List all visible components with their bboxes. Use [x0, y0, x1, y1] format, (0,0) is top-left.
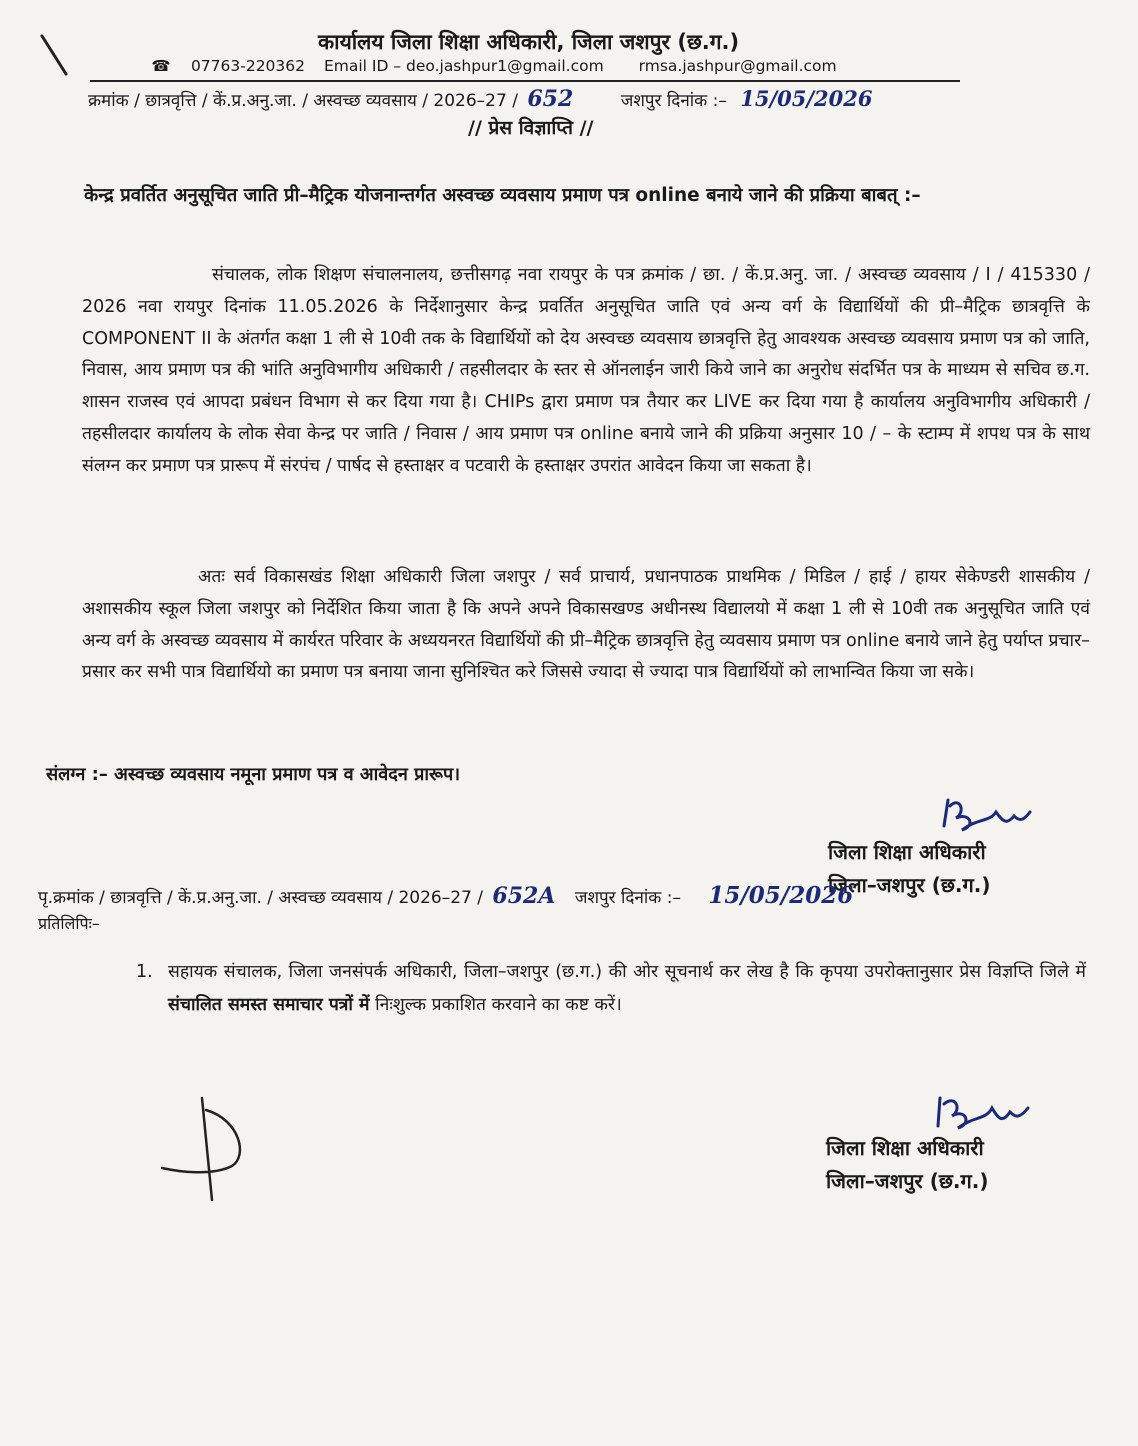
- email-primary: Email ID – deo.jashpur1@gmail.com: [323, 57, 604, 75]
- body-paragraph-1: संचालक, लोक शिक्षण संचालनालय, छत्तीसगढ़ नवा रायपुर के पत्र क्रमांक / छा. / कें.प्र.अनु. जा. / अस्वच्छ व्यवसाय / I / 415330 / 2026 नवा रायपुर दिनांक 11.05.2026 के निर्देशानुसार केन्द्र प्रवर्तित अनुसूचित जाति एवं अन्य वर्ग के विद्यार्थियों की प्री–मैट्रिक छात्रवृत्ति के COMPONENT II के अंतर्गत कक्षा 1 ली से 10वी तक के विद्यार्थियों को देय अस्वच्छ व्यवसाय छात्रवृत्ति हेतु आवश्यक अस्वच्छ व्यवसाय प्रमाण पत्र को जाति, निवास, आय प्रमाण पत्र की भांति अनुविभागीय अधिकारी / तहसीलदार के स्तर से ऑनलाईन जारी किये जाने का अनुरोध संदर्भित पत्र के माध्यम से सचिव छ.ग. शासन राजस्व एवं आपदा प्रबंधन विभाग से कर दिया गया है। CHIPs द्वारा प्रमाण पत्र तैयार कर LIVE कर दिया गया है कार्यालय अनुविभागीय अधिकारी / तहसीलदार कार्यालय के लोक सेवा केन्द्र पर जाति / निवास / आय प्रमाण पत्र online बनाये जाने की प्रक्रिया अनुसार 10 / – के स्टाम्प में शपथ पत्र के साथ संलग्न कर प्रमाण पत्र प्रारूप में संरपंच / पार्षद से हस्ताक्षर व पटवारी के हस्ताक्षर उपरांत आवेदन किया जा सकता है।: [82, 265, 1090, 476]
- copy-reference-number-handwritten: 652A: [492, 883, 556, 909]
- reference-date-handwritten: 15/05/2026: [740, 86, 873, 111]
- phone-icon: ☎: [151, 57, 171, 75]
- signatory-district-2: जिला–जशपुर (छ.ग.): [826, 1169, 989, 1193]
- copy-item-text-bold: संचालित समस्त समाचार पत्रों में: [168, 995, 370, 1015]
- subject-line: केन्द्र प्रवर्तित अनुसूचित जाति प्री–मैट्रिक योजनान्तर्गत अस्वच्छ व्यवसाय प्रमाण पत्र online बनाये जाने की प्रक्रिया बाबत् :–: [84, 185, 921, 206]
- signature-block-2: [826, 1132, 988, 1198]
- enclosure-line: संलग्न :– अस्वच्छ व्यवसाय नमूना प्रमाण पत्र व आवेदन प्रारूप।: [46, 764, 461, 785]
- press-release-title: // प्रेस विज्ञाप्ति //: [468, 117, 594, 139]
- copy-reference-number: पृ.क्रमांक / छात्रवृत्ति / कें.प्र.अनु.जा. / अस्वच्छ व्यवसाय / 2026–27 /: [38, 888, 484, 908]
- signatory-designation-2: जिला शिक्षा अधिकारी: [826, 1136, 984, 1160]
- signatory-district: जिला–जशपुर (छ.ग.): [828, 873, 991, 897]
- reference-number-handwritten: 652: [527, 86, 574, 112]
- header-divider: [90, 80, 960, 82]
- signatory-designation: जिला शिक्षा अधिकारी: [828, 840, 986, 864]
- phone-number: 07763-220362: [190, 57, 306, 75]
- body-paragraph-2: अतः सर्व विकासखंड शिक्षा अधिकारी जिला जशपुर / सर्व प्राचार्य, प्रधानपाठक प्राथमिक / मिडिल / हाई / हायर सेकेण्डरी शासकीय / अशासकीय स्कूल जिला जशपुर को निर्देशित किया जाता है कि अपने अपने विकासखण्ड अधीनस्थ विद्यालयो में कक्षा 1 ली से 10वी तक अनुसूचित जाति एवं अन्य वर्ग के अस्वच्छ व्यवसाय में कार्यरत परिवार के अध्ययनरत विद्यार्थियों की प्री–मैट्रिक छात्रवृत्ति हेतु व्यवसाय प्रमाण पत्र online बनाये जाने हेतु पर्याप्त प्रचार–प्रसार कर सभी पात्र विद्यार्थियो का प्रमाण पत्र बनाया जाना सुनिश्चित करे जिससे ज्यादा से ज्यादा पात्र विद्यार्थियों को लाभान्वित किया जा सके।: [82, 567, 1090, 683]
- email-secondary: rmsa.jashpur@gmail.com: [638, 57, 837, 75]
- office-title: कार्यालय जिला शिक्षा अधिकारी, जिला जशपुर (छ.ग.): [318, 30, 740, 54]
- reference-date-label: जशपुर दिनांक :–: [620, 91, 727, 111]
- copy-item-text: सहायक संचालक, जिला जनसंपर्क अधिकारी, जिला–जशपुर (छ.ग.) की ओर सूचनार्थ कर लेख है कि कृपया उपरोक्तानुसार प्रेस विज्ञप्ति जिले में: [168, 962, 1086, 982]
- copy-reference-date-label: जशपुर दिनांक :–: [574, 888, 681, 908]
- copy-list-item: [136, 956, 1086, 1022]
- signature-mark-2: [0, 0, 1, 1]
- copy-reference-date-handwritten: 15/05/2026: [708, 882, 854, 909]
- copy-reference-row: [38, 882, 853, 909]
- copy-item-text-end: निःशुल्क प्रकाशित करवाने का कष्ट करें।: [375, 995, 622, 1015]
- copy-to-label: प्रतिलिपिः–: [38, 914, 100, 933]
- reference-row: [88, 86, 873, 112]
- reference-number: क्रमांक / छात्रवृत्ति / कें.प्र.अनु.जा. / अस्वच्छ व्यवसाय / 2026–27 /: [88, 91, 518, 111]
- contact-row: [150, 57, 851, 75]
- copy-item-number: 1.: [136, 962, 153, 982]
